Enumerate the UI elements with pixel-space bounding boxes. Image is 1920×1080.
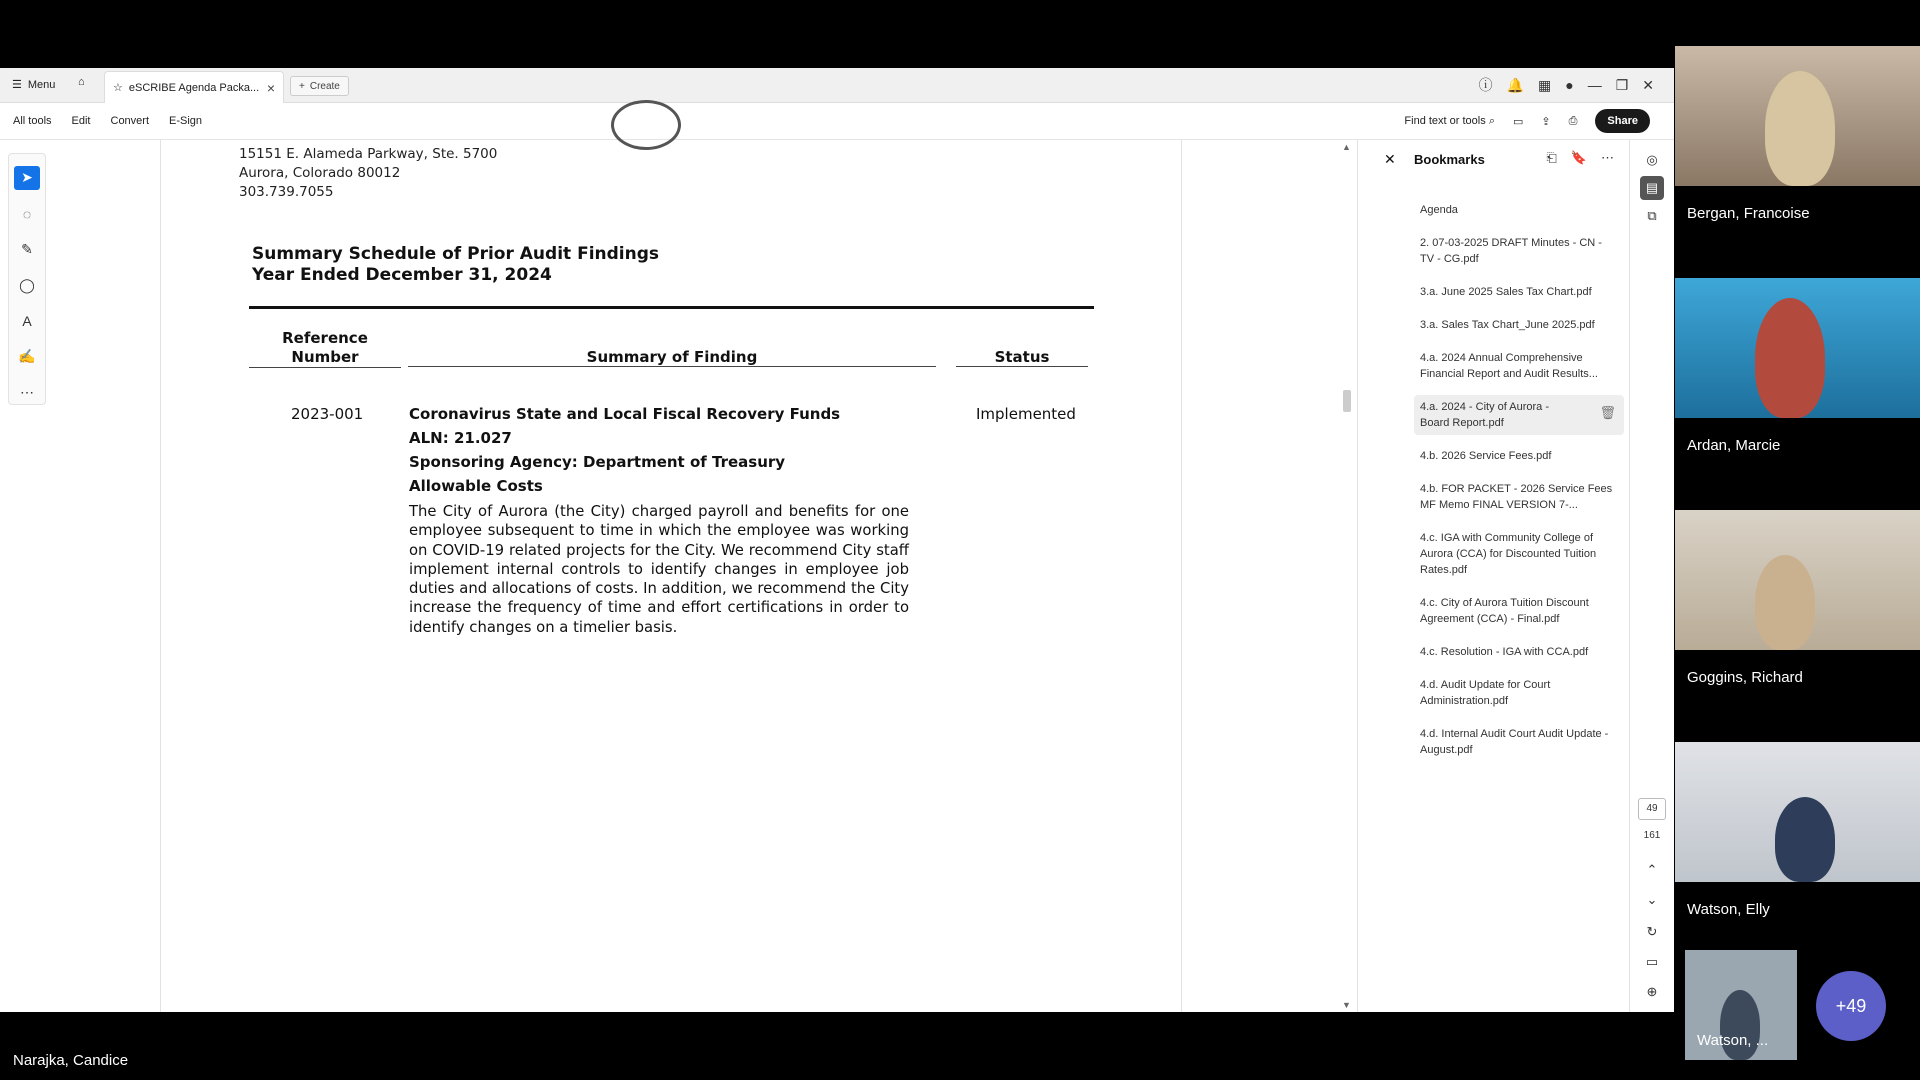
participant-name: Bergan, Francoise xyxy=(1687,205,1810,222)
panel-title: Bookmarks xyxy=(1414,152,1485,167)
participant-video xyxy=(1720,990,1760,1060)
page-number-input[interactable]: 49 xyxy=(1638,798,1666,820)
address-line: 15151 E. Alameda Parkway, Ste. 5700 xyxy=(239,146,498,162)
bookmark-item[interactable]: 4.d. Internal Audit Court Audit Update - August.pdf xyxy=(1420,728,1609,756)
share-button[interactable]: Share xyxy=(1595,109,1650,133)
comment-tool-icon[interactable]: ◌ xyxy=(22,205,32,222)
bookmark-item[interactable]: 4.b. 2026 Service Fees.pdf xyxy=(1420,450,1552,462)
right-rail xyxy=(1629,140,1674,1012)
pdf-page xyxy=(160,140,1182,1012)
select-tool-icon[interactable]: ➤ xyxy=(14,166,40,190)
close-icon[interactable]: × xyxy=(266,79,275,96)
title-rule xyxy=(249,306,1094,309)
video-tile[interactable] xyxy=(1675,510,1920,650)
scroll-thumb[interactable] xyxy=(1343,390,1351,412)
find-tools[interactable] xyxy=(1404,115,1495,128)
video-tile-small[interactable] xyxy=(1685,950,1797,1060)
col-reference xyxy=(249,329,401,368)
finding-title: Coronavirus State and Local Fiscal Recovery Funds xyxy=(409,405,841,423)
menu-all-tools[interactable]: All tools xyxy=(13,115,52,127)
finding-description: The City of Aurora (the City) charged payroll and benefits for one employee subsequent to time in which the employee was working on COVID-19 related projects for the City. We recommend City staff implement internal controls to identify changes in employee job duties and allocations of costs. In addition, we recommend the City increase the frequency of time and effort certifications in order to identify changes on a timelier basis. xyxy=(409,503,909,636)
find-label: Find text or tools xyxy=(1404,114,1486,127)
sign-tool-icon[interactable]: ✍ xyxy=(18,347,36,364)
finding-subheading: Allowable Costs xyxy=(409,477,543,495)
window-controls xyxy=(1479,75,1654,95)
video-tile[interactable] xyxy=(1675,46,1920,186)
page-total: 161 xyxy=(1643,830,1661,841)
bell-icon[interactable]: 🔔 xyxy=(1506,76,1524,93)
print-icon[interactable]: ⎙ xyxy=(1568,114,1578,127)
profile-icon[interactable]: ● xyxy=(1565,77,1574,93)
bookmark-list xyxy=(1414,198,1624,771)
doc-subtitle: Year Ended December 31, 2024 xyxy=(252,265,552,285)
finding-status: Implemented xyxy=(976,405,1076,423)
participant-name: Watson, ... xyxy=(1697,1032,1769,1049)
text-tool-icon[interactable]: A xyxy=(22,312,32,329)
more-options-icon[interactable]: ⋯ xyxy=(1601,150,1614,165)
shared-screen xyxy=(0,68,1674,1012)
bookmark-label: 4.a. 2024 - City of Aurora - Board Report.pdf xyxy=(1420,401,1550,429)
apps-icon[interactable]: ▦ xyxy=(1538,76,1552,93)
add-bookmark-icon[interactable]: ⎗ xyxy=(1546,150,1557,165)
more-participants-button[interactable]: +49 xyxy=(1816,971,1886,1041)
participant-name: Watson, Elly xyxy=(1687,901,1770,918)
bookmark-item[interactable]: 4.c. City of Aurora Tuition Discount Agreement (CCA) - Final.pdf xyxy=(1420,597,1589,625)
bookmark-item[interactable]: 4.c. IGA with Community College of Aurora (CCA) for Discounted Tuition Rates.pdf xyxy=(1420,532,1597,576)
help-icon[interactable]: ⓘ xyxy=(1478,77,1493,93)
menu-edit[interactable]: Edit xyxy=(71,115,91,127)
bookmark-item[interactable]: 3.a. June 2025 Sales Tax Chart.pdf xyxy=(1420,286,1592,298)
hamburger-icon: ☰ xyxy=(12,79,22,91)
bookmarks-panel xyxy=(1357,140,1629,1012)
chevron-up-icon[interactable]: ⌃ xyxy=(1646,862,1658,877)
col-summary: Summary of Finding xyxy=(408,348,936,367)
participant-video xyxy=(1775,797,1835,882)
document-tab[interactable] xyxy=(104,71,284,103)
home-icon[interactable]: ⌂ xyxy=(78,76,85,88)
pen-tool-icon[interactable]: ✎ xyxy=(21,240,33,257)
bookmark-item[interactable]: 4.b. FOR PACKET - 2026 Service Fees MF Memo FINAL VERSION 7-... xyxy=(1420,483,1613,511)
close-window-icon[interactable]: ✕ xyxy=(1642,76,1654,93)
seal-logo xyxy=(611,100,681,150)
bookmark-item[interactable]: 4.d. Audit Update for Court Administration.pdf xyxy=(1420,679,1551,707)
create-label: Create xyxy=(309,80,340,92)
minimize-icon[interactable]: — xyxy=(1587,77,1602,93)
close-panel-icon[interactable]: ✕ xyxy=(1384,151,1396,167)
bookmarks-panel-icon[interactable]: ▤ xyxy=(1640,176,1664,200)
trash-icon[interactable]: 🗑 xyxy=(1599,405,1616,420)
doc-title: Summary Schedule of Prior Audit Findings xyxy=(252,244,660,264)
scroll-down-icon[interactable]: ▼ xyxy=(1342,1000,1351,1010)
lasso-tool-icon[interactable]: ◯ xyxy=(19,276,35,293)
finding-aln: ALN: 21.027 xyxy=(409,429,512,447)
save-icon[interactable]: ▭ xyxy=(1512,115,1524,128)
bookmark-icon[interactable]: 🔖 xyxy=(1570,150,1587,165)
bookmark-item-selected[interactable] xyxy=(1414,395,1624,435)
search-icon: ⌕ xyxy=(1488,114,1495,127)
bookmark-item[interactable]: Agenda xyxy=(1420,204,1458,216)
presenter-name: Narajka, Candice xyxy=(13,1052,129,1069)
tab-title: eSCRIBE Agenda Packa... xyxy=(128,81,260,94)
plus-icon: + xyxy=(299,80,305,92)
scroll-up-icon[interactable]: ▲ xyxy=(1342,142,1351,152)
refresh-icon[interactable]: ↻ xyxy=(1646,924,1658,939)
menu-esign[interactable]: E-Sign xyxy=(169,115,203,127)
participant-name: Ardan, Marcie xyxy=(1687,437,1781,454)
upload-icon[interactable]: ⇪ xyxy=(1541,115,1551,128)
bookmark-item[interactable]: 4.a. 2024 Annual Comprehensive Financial Report and Audit Results... xyxy=(1420,352,1598,380)
pages-icon[interactable]: ⧉ xyxy=(1647,208,1657,223)
participant-name: Goggins, Richard xyxy=(1687,669,1803,686)
col-status: Status xyxy=(956,348,1088,367)
more-tools-icon[interactable]: ⋯ xyxy=(20,383,34,400)
menu-convert[interactable]: Convert xyxy=(110,115,150,127)
finding-agency: Sponsoring Agency: Department of Treasury xyxy=(409,453,786,471)
left-toolbar xyxy=(8,153,46,405)
bookmark-item[interactable]: 4.c. Resolution - IGA with CCA.pdf xyxy=(1420,646,1589,658)
ref-number: 2023-001 xyxy=(291,405,364,423)
video-tile[interactable] xyxy=(1675,278,1920,418)
menu-label: Menu xyxy=(27,78,56,91)
address-line: 303.739.7055 xyxy=(239,184,334,200)
toolbar xyxy=(0,104,1674,140)
bookmark-item[interactable]: 3.a. Sales Tax Chart_June 2025.pdf xyxy=(1420,319,1595,331)
restore-icon[interactable]: ❐ xyxy=(1615,76,1629,93)
address-line: Aurora, Colorado 80012 xyxy=(239,165,401,181)
participant-video xyxy=(1755,298,1825,418)
zoom-in-icon[interactable]: ⊕ xyxy=(1646,984,1658,999)
bookmark-item[interactable]: 2. 07-03-2025 DRAFT Minutes - CN - TV - CG.pdf xyxy=(1420,237,1602,265)
col-reference-line2: Number xyxy=(291,348,359,366)
participant-video xyxy=(1755,555,1815,650)
star-icon: ☆ xyxy=(113,82,123,94)
page-view-icon[interactable]: ▭ xyxy=(1645,954,1659,969)
menu-button[interactable] xyxy=(12,78,55,91)
doc-scrollbar[interactable] xyxy=(1340,140,1354,1012)
col-reference-line1: Reference xyxy=(282,329,368,347)
browser-tabbar xyxy=(0,68,1674,103)
create-button[interactable] xyxy=(290,76,349,96)
video-tile[interactable] xyxy=(1675,742,1920,882)
chevron-down-icon[interactable]: ⌄ xyxy=(1646,892,1658,907)
participant-video xyxy=(1765,71,1835,186)
comments-icon[interactable]: ◎ xyxy=(1646,152,1658,167)
